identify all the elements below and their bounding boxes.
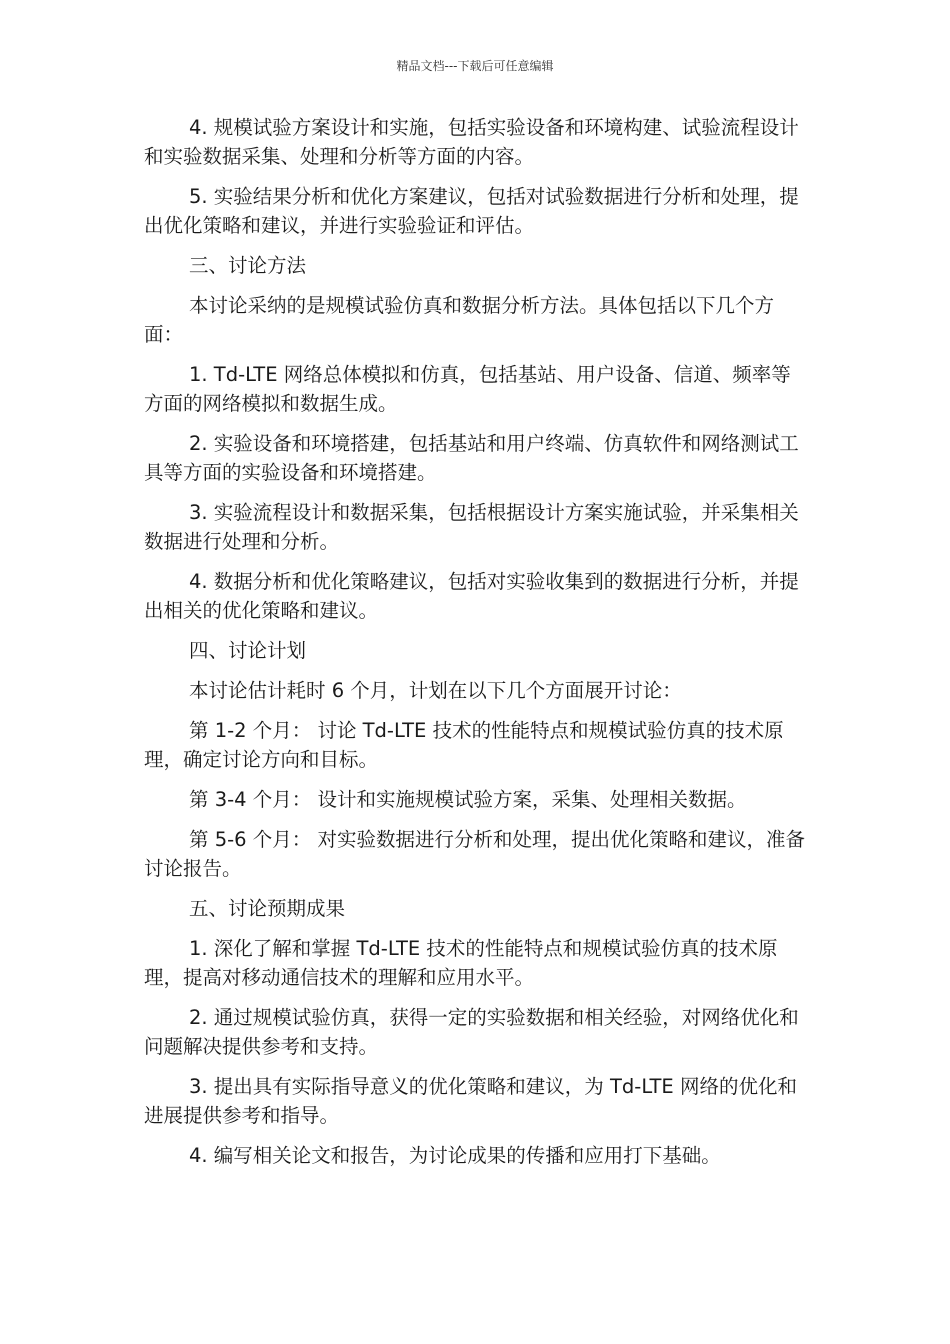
- paragraph-outcome-3: 3. 提出具有实际指导意义的优化策略和建议，为 Td-LTE 网络的优化和进展提供参考和指导。: [144, 1075, 797, 1127]
- paragraph-method-1: 1. Td-LTE 网络总体模拟和仿真，包括基站、用户设备、信道、频率等方面的网络模拟和数据生成。: [144, 363, 791, 415]
- document-body: [144, 113, 806, 1181]
- paragraph-method-2: 2. 实验设备和环境搭建，包括基站和用户终端、仿真软件和网络测试工具等方面的实验设备和环境搭建。: [144, 432, 799, 484]
- paragraph-plan-month-3-4: 第 3-4 个月： 设计和实施规模试验方案，采集、处理相关数据。: [189, 788, 747, 811]
- paragraph-plan-month-5-6: 第 5-6 个月： 对实验数据进行分析和处理，提出优化策略和建议，准备讨论报告。: [144, 828, 805, 880]
- paragraph-outcome-2: 2. 通过规模试验仿真，获得一定的实验数据和相关经验，对网络优化和问题解决提供参考和支持。: [144, 1006, 799, 1058]
- paragraph-outcome-1: 1. 深化了解和掌握 Td-LTE 技术的性能特点和规模试验仿真的技术原理，提高对移动通信技术的理解和应用水平。: [144, 937, 778, 989]
- paragraph-outcome-4: 4. 编写相关论文和报告，为讨论成果的传播和应用打下基础。: [189, 1144, 721, 1167]
- paragraph-method-4: 4. 数据分析和优化策略建议，包括对实验收集到的数据进行分析，并提出相关的优化策略和建议。: [144, 570, 799, 622]
- paragraph-methods-intro: 本讨论采纳的是规模试验仿真和数据分析方法。具体包括以下几个方面：: [144, 294, 775, 346]
- paragraph-item-4-experiment-design: 4. 规模试验方案设计和实施，包括实验设备和环境构建、试验流程设计和实验数据采集、处理和分析等方面的内容。: [144, 116, 799, 168]
- page-header: 精品文档---下载后可任意编辑: [396, 59, 554, 73]
- paragraph-item-5-result-analysis: 5. 实验结果分析和优化方案建议，包括对试验数据进行分析和处理，提出优化策略和建议，并进行实验验证和评估。: [144, 185, 799, 237]
- section-heading-outcomes: 五、讨论预期成果: [189, 897, 346, 920]
- paragraph-plan-month-1-2: 第 1-2 个月： 讨论 Td-LTE 技术的性能特点和规模试验仿真的技术原理，确定讨论方向和目标。: [144, 719, 784, 771]
- section-heading-methods: 三、讨论方法: [189, 254, 307, 277]
- paragraph-plan-intro: 本讨论估计耗时 6 个月，计划在以下几个方面展开讨论：: [189, 679, 682, 702]
- section-heading-plan: 四、讨论计划: [189, 639, 307, 662]
- paragraph-method-3: 3. 实验流程设计和数据采集，包括根据设计方案实施试验，并采集相关数据进行处理和分析。: [144, 501, 799, 553]
